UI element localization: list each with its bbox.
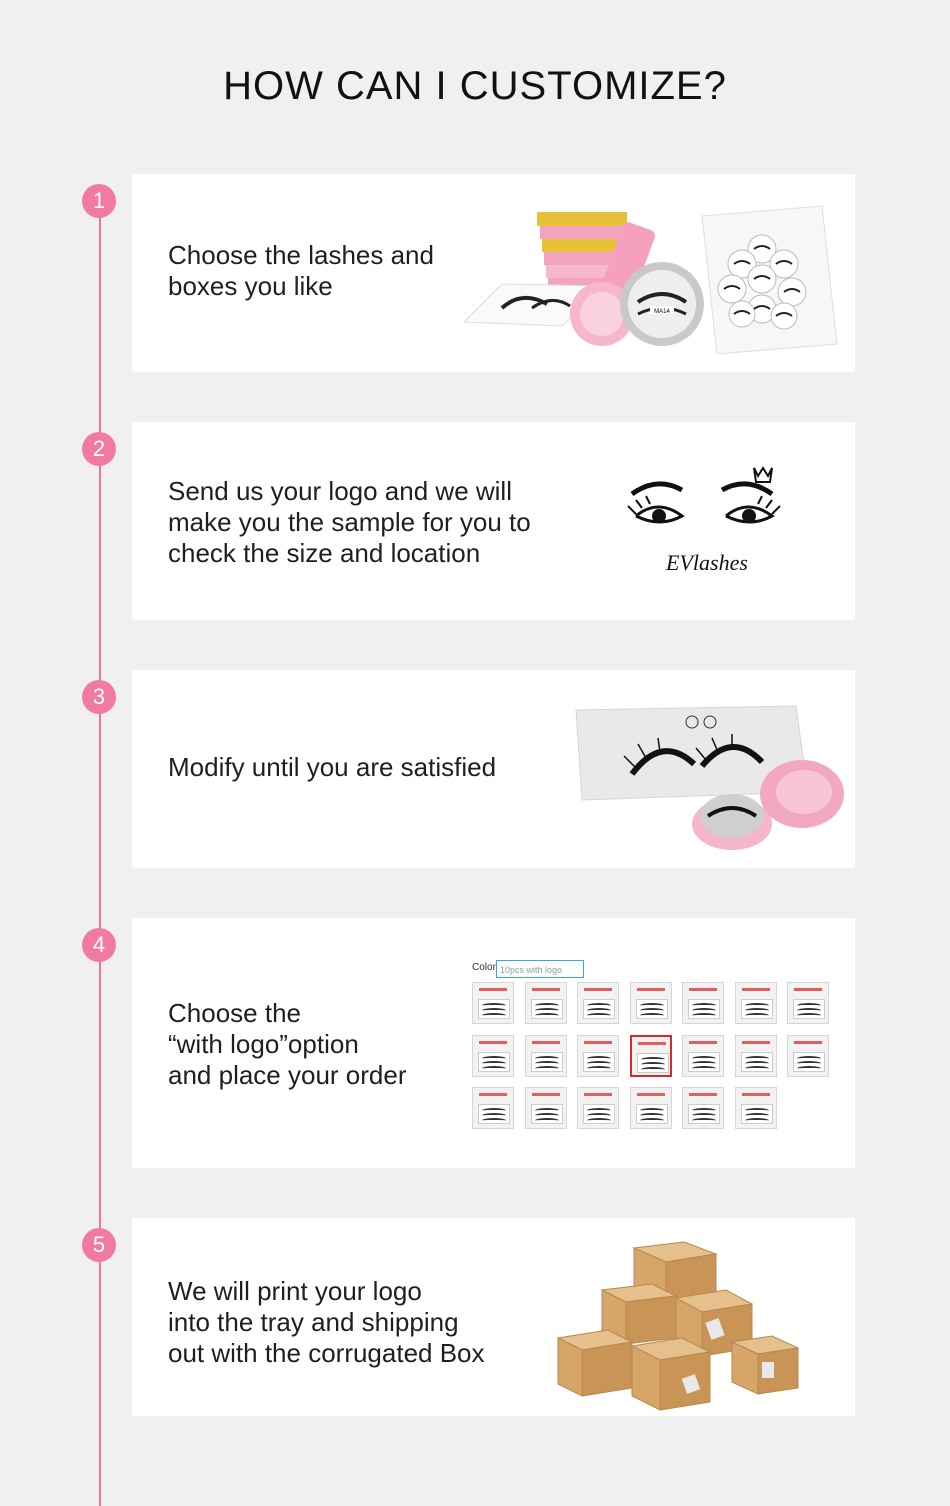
thumbnail-label-bar	[638, 1042, 666, 1045]
step-card-1	[132, 174, 855, 372]
step-text-4: Choose the “with logo”option and place your order	[168, 998, 407, 1090]
option-thumbnail[interactable]	[525, 982, 567, 1024]
option-thumbnail[interactable]	[787, 982, 829, 1024]
thumbnail-label-bar	[584, 1093, 612, 1096]
lash-case-label: MA14	[654, 309, 670, 315]
thumbnail-lash	[535, 1066, 559, 1071]
step-text-2: Send us your logo and we will make you the sample for you to check the size and location	[168, 476, 531, 568]
thumbnail-tray	[478, 999, 510, 1019]
logo-script-text: EVlashes	[666, 550, 748, 575]
option-thumbnail[interactable]	[577, 1035, 619, 1077]
option-thumbnail[interactable]	[472, 982, 514, 1024]
step-badge-2: 2	[82, 432, 116, 466]
thumbnail-label-bar	[637, 1093, 665, 1096]
thumbnail-lash	[692, 1066, 716, 1071]
thumbnail-lash	[745, 1061, 769, 1066]
thumbnail-label-bar	[794, 988, 822, 991]
thumbnail-label-bar	[794, 1041, 822, 1044]
thumbnail-tray	[741, 1052, 773, 1072]
thumbnail-lash	[482, 1066, 506, 1071]
thumbnail-tray	[478, 1052, 510, 1072]
thumbnail-tray	[531, 999, 563, 1019]
sample-tray-image	[572, 704, 852, 854]
thumbnail-label-bar	[584, 988, 612, 991]
option-thumbnail[interactable]	[682, 1087, 724, 1129]
thumbnail-lash	[692, 1061, 716, 1066]
thumbnail-lash	[797, 1066, 821, 1071]
thumbnail-tray	[583, 999, 615, 1019]
step-card-3	[132, 670, 855, 868]
thumbnail-tray	[793, 999, 825, 1019]
option-thumbnail[interactable]	[787, 1035, 829, 1077]
step-badge-3: 3	[82, 680, 116, 714]
step-card-2	[132, 422, 855, 620]
thumbnail-lash	[482, 1061, 506, 1066]
thumbnail-lash	[482, 1013, 506, 1018]
thumbnail-lash	[797, 1061, 821, 1066]
thumbnail-label-bar	[689, 988, 717, 991]
thumbnail-lash	[535, 1061, 559, 1066]
option-thumbnail[interactable]	[630, 982, 672, 1024]
thumbnail-tray	[741, 999, 773, 1019]
thumbnail-label-bar	[532, 1041, 560, 1044]
timeline-line	[99, 186, 101, 1506]
thumbnail-lash	[797, 1013, 821, 1018]
thumbnail-tray	[478, 1104, 510, 1124]
shipping-boxes-image	[552, 1238, 812, 1413]
thumbnail-lash	[640, 1013, 664, 1018]
option-thumbnail[interactable]	[630, 1035, 672, 1077]
thumbnail-lash	[745, 1013, 769, 1018]
thumbnail-label-bar	[742, 988, 770, 991]
thumbnail-lash	[587, 1066, 611, 1071]
thumbnail-label-bar	[742, 1093, 770, 1096]
thumbnail-lash	[692, 1118, 716, 1123]
option-thumbnail[interactable]	[630, 1087, 672, 1129]
thumbnail-lash	[797, 1056, 821, 1061]
step-card-4	[132, 918, 855, 1168]
thumbnail-tray	[688, 1104, 720, 1124]
option-thumbnail[interactable]	[525, 1035, 567, 1077]
step-badge-4: 4	[82, 928, 116, 962]
option-thumbnail[interactable]	[472, 1087, 514, 1129]
thumbnail-lash	[482, 1056, 506, 1061]
thumbnail-tray	[636, 1104, 668, 1124]
thumbnail-lash	[745, 1066, 769, 1071]
option-thumbnail[interactable]	[682, 982, 724, 1024]
option-thumbnail[interactable]	[525, 1087, 567, 1129]
option-thumbnail[interactable]	[577, 1087, 619, 1129]
option-thumbnail[interactable]	[735, 982, 777, 1024]
thumbnail-label-bar	[689, 1041, 717, 1044]
thumbnail-label-bar	[689, 1093, 717, 1096]
option-thumbnail[interactable]	[577, 982, 619, 1024]
step-card-5	[132, 1218, 855, 1416]
thumbnail-label-bar	[532, 988, 560, 991]
thumbnail-tray	[793, 1052, 825, 1072]
thumbnail-lash	[587, 1118, 611, 1123]
step-text-5: We will print your logo into the tray and shipping out with the corrugated Box	[168, 1276, 485, 1368]
thumbnail-lash	[587, 1061, 611, 1066]
thumbnail-label-bar	[479, 988, 507, 991]
page-title: HOW CAN I CUSTOMIZE?	[223, 64, 727, 108]
thumbnail-lash	[692, 1056, 716, 1061]
thumbnail-lash	[692, 1013, 716, 1018]
thumbnail-lash	[640, 1118, 664, 1123]
thumbnail-label-bar	[742, 1041, 770, 1044]
option-thumbnail[interactable]	[682, 1035, 724, 1077]
lash-boxes-image	[462, 204, 842, 354]
step-badge-1: 1	[82, 184, 116, 218]
thumbnail-lash	[587, 1056, 611, 1061]
thumbnail-tray	[636, 999, 668, 1019]
thumbnail-tray	[688, 1052, 720, 1072]
thumbnail-tray	[531, 1052, 563, 1072]
thumbnail-tray	[583, 1104, 615, 1124]
color-label: Color	[472, 962, 496, 973]
thumbnail-tray	[741, 1104, 773, 1124]
thumbnail-tray	[637, 1053, 669, 1073]
thumbnail-label-bar	[637, 988, 665, 991]
thumbnail-label-bar	[479, 1093, 507, 1096]
thumbnail-tray	[583, 1052, 615, 1072]
step-badge-5: 5	[82, 1228, 116, 1262]
thumbnail-lash	[535, 1118, 559, 1123]
thumbnail-lash	[535, 1013, 559, 1018]
thumbnail-label-bar	[479, 1041, 507, 1044]
thumbnail-lash	[587, 1013, 611, 1018]
thumbnail-lash	[641, 1067, 665, 1072]
thumbnail-lash	[641, 1062, 665, 1067]
thumbnail-lash	[535, 1056, 559, 1061]
thumbnail-lash	[745, 1118, 769, 1123]
step-text-3: Modify until you are satisfied	[168, 752, 497, 782]
option-thumbnail[interactable]	[472, 1035, 514, 1077]
step-text-1: Choose the lashes and boxes you like	[168, 240, 434, 301]
logo-eyes-image	[622, 458, 792, 588]
selected-option-box[interactable]: 10pcs with logo	[496, 960, 584, 978]
option-thumbnail[interactable]	[735, 1035, 777, 1077]
option-thumbnail[interactable]	[735, 1087, 777, 1129]
thumbnail-tray	[688, 999, 720, 1019]
thumbnail-lash	[745, 1056, 769, 1061]
thumbnail-lash	[482, 1118, 506, 1123]
thumbnail-tray	[531, 1104, 563, 1124]
thumbnail-label-bar	[584, 1041, 612, 1044]
thumbnail-label-bar	[532, 1093, 560, 1096]
thumbnail-lash	[641, 1057, 665, 1062]
